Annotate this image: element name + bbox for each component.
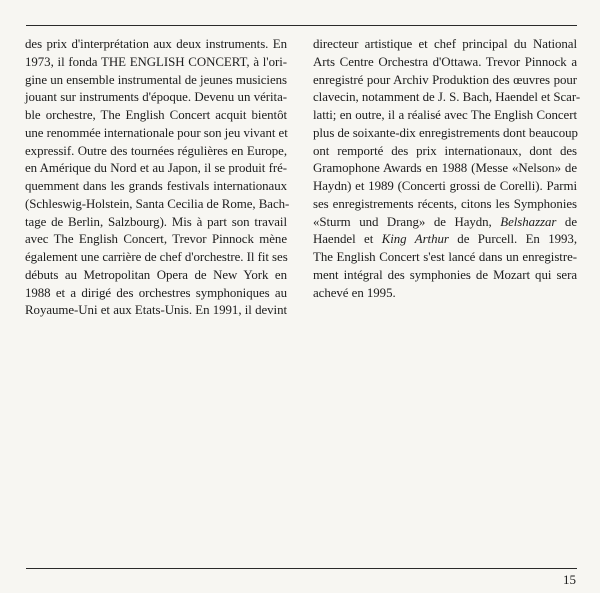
text-line: des prix d'interprétation aux deux instruments. En (25, 37, 287, 51)
text-line: tage de Berlin, Salzbourg). Mis à part son travail (25, 214, 287, 229)
text-line: Royaume-Uni et aux Etats-Unis. En 1991, il devint (25, 303, 287, 318)
top-rule (26, 25, 577, 26)
text-line: 1973, il fonda THE ENGLISH CONCERT, à l'ori- (25, 54, 287, 69)
text-segment: de (556, 214, 577, 229)
text-line: The English Concert s'est lancé dans un enregistre- (313, 250, 577, 264)
text-line: jouant sur instruments d'époque. Devenu un vérita- (25, 90, 287, 105)
text-line: latti; en outre, il a réalisé avec The English Concert (313, 108, 577, 122)
text-line: 1988 et a dirigé des orchestres symphoniques au (25, 285, 287, 300)
text-segment: «Sturm und Drang» de Haydn, (313, 214, 501, 229)
text-line: une renommée internationale pour son jeu vivant et (25, 125, 288, 140)
text-line: quemment dans les grands festivals internationaux (25, 179, 287, 193)
text-segment: de Purcell. En 1993, (448, 232, 577, 247)
text-line: achevé en 1995. (313, 285, 396, 300)
work-title-belshazzar: Belshazzar (500, 214, 557, 229)
text-line: plus de soixante-dix enregistrements dont beaucoup (313, 125, 578, 140)
text-line: Arts Centre Orchestra d'Ottawa. Trevor Pinnock a (313, 54, 577, 69)
text-line: ment intégral des symphonies de Mozart qui sera (313, 267, 577, 282)
text-line: ses enregistrements récents, citons les Symphonies (313, 196, 577, 211)
text-line: en Amérique du Nord et au Japon, il se produit fré- (25, 161, 287, 176)
page-number: 15 (563, 572, 576, 587)
text-line: (Schleswig-Holstein, Santa Cecilia de Rome, Bach- (25, 196, 290, 211)
text-line: débuts au Metropolitan Opera de New York en (25, 267, 287, 282)
text-line: également une carrière de chef d'orchestre. Il fit ses (25, 250, 288, 264)
work-title-king-arthur: King Arthur (381, 232, 449, 247)
text-line: ble orchestre, The English Concert acquit bientôt (25, 108, 287, 122)
left-text-column (25, 36, 290, 320)
text-line: avec The English Concert, Trevor Pinnock mène (25, 232, 287, 247)
text-line: enregistré pour Archiv Produktion des œuvres pour (313, 72, 577, 87)
text-line (313, 214, 577, 232)
text-line: Haydn) et 1989 (Concerti grossi de Corelli). Parmi (313, 179, 577, 193)
text-line: clavecin, notamment de J. S. Bach, Haendel et Scar- (313, 90, 581, 105)
text-line (313, 231, 577, 249)
bottom-rule (26, 568, 577, 569)
text-line: gine un ensemble instrumental de jeunes musiciens (25, 72, 287, 87)
text-line: ont remporté des prix internationaux, dont des (313, 143, 577, 158)
text-segment: Haendel et (313, 232, 382, 247)
right-text-column (313, 36, 581, 302)
text-line: expressif. Outre des tournées régulières en Europe, (25, 143, 287, 158)
text-line: directeur artistique et chef principal du National (313, 37, 577, 51)
text-line: Gramophone Awards en 1988 (Messe «Nelson» de (313, 161, 577, 176)
